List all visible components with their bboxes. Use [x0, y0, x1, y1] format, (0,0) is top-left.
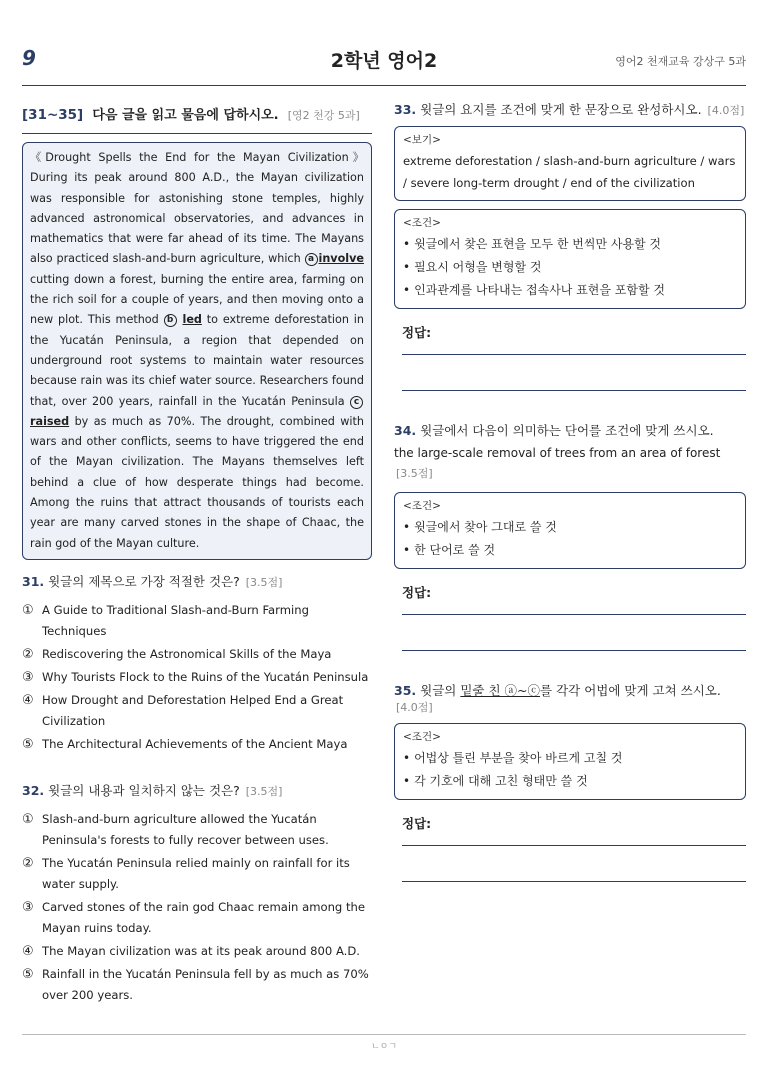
answer-area-35[interactable] — [402, 814, 746, 882]
right-column — [394, 100, 746, 882]
condition-text: 어법상 틀린 부분을 찾아 바르게 고칠 것 — [414, 751, 623, 765]
conditions-box — [394, 723, 746, 800]
condition-text: 윗글에서 찾아 그대로 쓸 것 — [414, 520, 557, 534]
answer-label: 정답: — [402, 325, 432, 340]
option-number: ③ — [22, 669, 34, 685]
question-definition — [394, 443, 746, 484]
condition-item: • 한 단어로 쓸 것 — [403, 543, 496, 557]
question-text: 를 각각 어법에 맞게 고쳐 쓰시오. — [540, 683, 721, 698]
definition-text: the large-scale removal of trees from an area of forest — [394, 446, 721, 460]
option-item[interactable] — [22, 667, 372, 688]
question-number: 34. — [394, 423, 417, 438]
answer-label: 정답: — [402, 816, 432, 831]
option-number: ⑤ — [22, 966, 34, 982]
page-subtitle: 영어2 천재교육 강상구 5과 — [615, 55, 746, 68]
page-number: 9 — [22, 46, 36, 70]
question-underlined-text: 밑줄 친 ⓐ~ⓒ — [460, 683, 541, 698]
question-group-header — [22, 104, 372, 134]
example-text: extreme deforestation / slash-and-burn agriculture / wars / severe long-term drought / end of the civilization — [403, 154, 736, 190]
conditions-label: <조건> — [403, 731, 441, 743]
answer-area-34[interactable] — [402, 583, 746, 651]
question-text: 윗글의 제목으로 가장 적절한 것은? — [48, 573, 240, 589]
question-34 — [394, 421, 746, 439]
question-35 — [394, 681, 746, 715]
answer-line[interactable] — [402, 846, 746, 882]
answer-options-32 — [22, 809, 372, 1006]
question-points: [3.5점] — [245, 784, 283, 798]
option-number: ③ — [22, 899, 34, 915]
option-number: ② — [22, 855, 34, 871]
option-item[interactable] — [22, 853, 372, 895]
answer-line[interactable] — [402, 355, 746, 391]
passage-text: to extreme deforestation in the Yucatán Peninsula, a region that depended on underground root systems to maintain water resources because rain was its chief water source. Researchers found that, over 200 years, rainfall in the Yucatán Peninsula — [30, 313, 364, 408]
answer-line[interactable] — [402, 601, 746, 615]
passage-text: 《Drought Spells the End for the Mayan Civilization》During its peak around 800 A.D., the Mayan civilization was responsible for astonishing stone temples, highly advanced astronomical observatories, and advances in mathematics that were far ahead of its time. The Mayans also practiced slash-and-burn agriculture, which — [30, 151, 364, 266]
left-column — [22, 104, 372, 1008]
condition-item: • 인과관계를 나타내는 접속사나 표현을 포함할 것 — [403, 283, 665, 297]
option-text: The Yucatán Peninsula relied mainly on rainfall for its water supply. — [42, 855, 350, 891]
answer-line[interactable] — [402, 615, 746, 651]
answer-area-33[interactable] — [402, 323, 746, 391]
group-instruction: 다음 글을 읽고 물음에 답하시오. — [92, 108, 279, 123]
option-number: ④ — [22, 943, 34, 959]
question-number: 33. — [394, 102, 417, 117]
question-33 — [394, 100, 746, 118]
option-number: ② — [22, 646, 34, 662]
condition-item: • 각 기호에 대해 고친 형태만 쓸 것 — [403, 774, 588, 788]
answer-label: 정답: — [402, 585, 432, 600]
option-text: The Mayan civilization was at its peak around 800 A.D. — [42, 943, 360, 958]
passage-text: cutting down a forest, burning the entire area, farming on the rich soil for a couple of years, and then moving onto a new plot. This method — [30, 272, 364, 327]
question-points: [3.5점] — [396, 467, 433, 480]
conditions-box — [394, 209, 746, 309]
option-text: The Architectural Achievements of the Ancient Maya — [42, 736, 348, 751]
condition-item: • 윗글에서 찾아 그대로 쓸 것 — [403, 520, 557, 534]
question-points: [4.0점] — [396, 701, 433, 714]
answer-line[interactable] — [402, 832, 746, 846]
group-source: [영2 천강 5과] — [287, 109, 360, 122]
option-text: Slash-and-burn agriculture allowed the Yucatán Peninsula's forests to fully recover between uses. — [42, 811, 329, 847]
option-item[interactable] — [22, 690, 372, 732]
option-number: ① — [22, 811, 34, 827]
condition-text: 필요시 어형을 변형할 것 — [414, 260, 542, 274]
marker-c: c — [350, 396, 363, 409]
underlined-word-b: led — [182, 313, 202, 327]
condition-item: • 필요시 어형을 변형할 것 — [403, 260, 542, 274]
underlined-word-a: involve — [318, 252, 364, 266]
underlined-word-c: raised — [30, 414, 70, 428]
question-number: 35. — [394, 683, 417, 698]
option-item[interactable] — [22, 964, 372, 1006]
question-31 — [22, 572, 372, 590]
condition-text: 인과관계를 나타내는 접속사나 표현을 포함할 것 — [414, 283, 665, 297]
passage-text: by as much as 70%. The drought, combined with wars and other conflicts, seems to have triggered the end of the Mayan civilization. The Mayans themselves left behind a clue of how desperate things had become. Among the ruins that attract thousands of tourists each year are many carved stones in the shape of Chaac, the rain god of the Mayan culture. — [30, 414, 364, 550]
conditions-label: <조건> — [403, 217, 441, 229]
example-label: <보기> — [403, 134, 441, 146]
question-text: 윗글의 요지를 조건에 맞게 한 문장으로 완성하시오. — [420, 102, 702, 117]
option-text: Why Tourists Flock to the Ruins of the Yucatán Peninsula — [42, 669, 369, 684]
marker-a: a — [305, 253, 318, 266]
example-box — [394, 126, 746, 201]
condition-text: 윗글에서 찾은 표현을 모두 한 번씩만 사용할 것 — [414, 237, 662, 251]
option-text: How Drought and Deforestation Helped End a Great Civilization — [42, 692, 344, 728]
option-item[interactable] — [22, 809, 372, 851]
condition-item: • 어법상 틀린 부분을 찾아 바르게 고칠 것 — [403, 751, 623, 765]
footer-text: ㄴㅇㄱ — [370, 1042, 398, 1052]
conditions-label: <조건> — [403, 500, 441, 512]
option-text: Rediscovering the Astronomical Skills of the Maya — [42, 646, 332, 661]
question-text: 윗글에서 다음이 의미하는 단어를 조건에 맞게 쓰시오. — [420, 423, 714, 438]
option-text: Carved stones of the rain god Chaac remain among the Mayan ruins today. — [42, 899, 366, 935]
option-text: A Guide to Traditional Slash-and-Burn Farming Techniques — [42, 602, 309, 638]
option-item[interactable] — [22, 644, 372, 665]
option-number: ⑤ — [22, 736, 34, 752]
option-item[interactable] — [22, 600, 372, 642]
answer-line[interactable] — [402, 341, 746, 355]
question-number: 31. — [22, 573, 45, 589]
option-number: ① — [22, 602, 34, 618]
question-32 — [22, 781, 372, 799]
page-header — [22, 38, 746, 86]
option-number: ④ — [22, 692, 34, 708]
marker-b: b — [164, 314, 177, 327]
option-item[interactable] — [22, 941, 372, 962]
question-text: 윗글의 — [420, 683, 461, 698]
page-title: 2학년 영어2 — [330, 50, 438, 72]
condition-text: 각 기호에 대해 고친 형태만 쓸 것 — [414, 774, 588, 788]
option-text: Rainfall in the Yucatán Peninsula fell by as much as 70% over 200 years. — [42, 966, 369, 1002]
option-item[interactable] — [22, 734, 372, 755]
reading-passage — [22, 142, 372, 560]
question-range: [31~35] — [22, 107, 84, 123]
page-footer — [22, 1034, 746, 1052]
conditions-box — [394, 492, 746, 569]
condition-item: • 윗글에서 찾은 표현을 모두 한 번씩만 사용할 것 — [403, 237, 662, 251]
condition-text: 한 단어로 쓸 것 — [414, 543, 496, 557]
question-text: 윗글의 내용과 일치하지 않는 것은? — [48, 782, 240, 798]
answer-options-31 — [22, 600, 372, 755]
question-points: [4.0점] — [707, 104, 745, 117]
option-item[interactable] — [22, 897, 372, 939]
question-number: 32. — [22, 782, 45, 798]
question-points: [3.5점] — [245, 575, 283, 589]
